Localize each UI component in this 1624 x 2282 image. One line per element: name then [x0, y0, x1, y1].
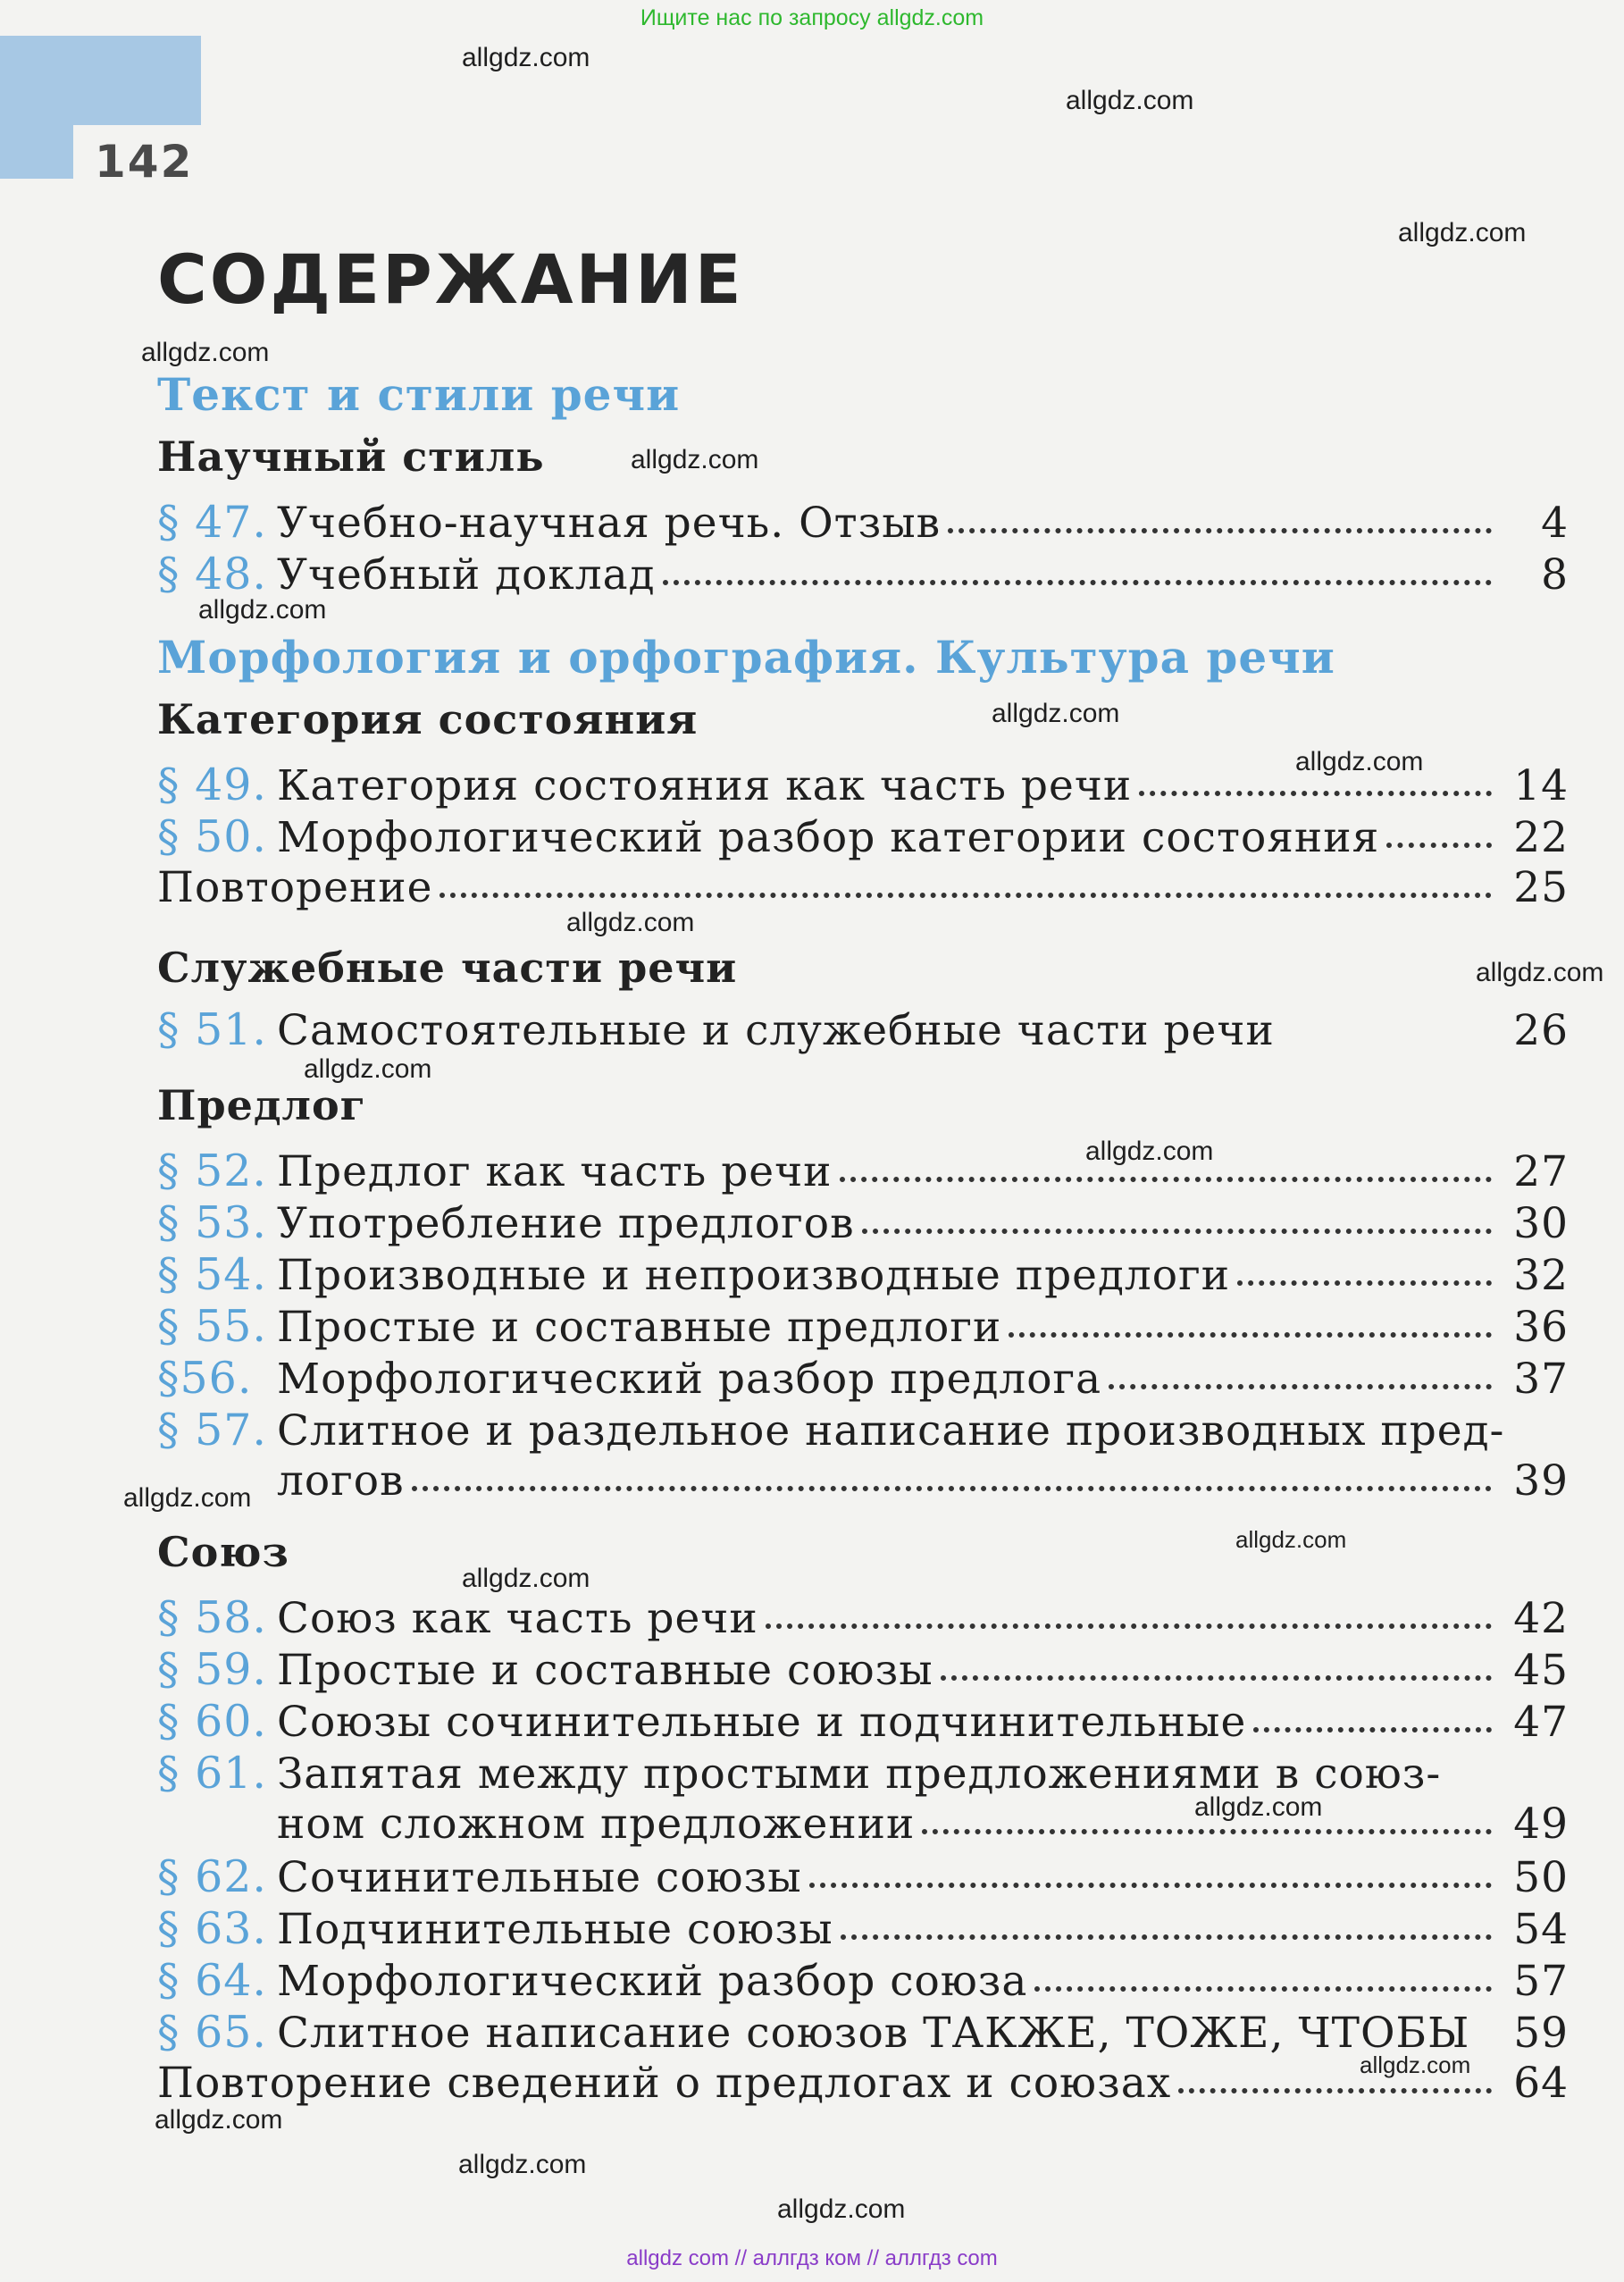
toc-page: 64: [1513, 2059, 1569, 2108]
dot-leader: [1253, 1727, 1492, 1732]
watermark[interactable]: allgdz.com: [141, 338, 270, 367]
toc-number: § 57.: [157, 1405, 268, 1456]
watermark[interactable]: allgdz.com: [462, 43, 590, 72]
toc-text: Слитное и раздельное написание производных пред-: [277, 1406, 1505, 1456]
toc-page: 42: [1513, 1594, 1569, 1643]
toc-text: Подчинительные союзы: [277, 1905, 833, 1954]
dot-leader: [948, 528, 1492, 533]
toc-entry[interactable]: [157, 1851, 1569, 1903]
toc-entry[interactable]: [157, 2007, 1569, 2059]
dot-leader: [1178, 2088, 1492, 2093]
toc-text: Повторение: [157, 863, 433, 912]
toc-entry[interactable]: [157, 1197, 1569, 1249]
watermark[interactable]: allgdz.com: [992, 699, 1120, 728]
toc-page: 57: [1513, 1957, 1569, 2006]
toc-number: § 61.: [157, 1748, 268, 1799]
toc-entry[interactable]: [157, 1301, 1569, 1353]
toc-number: § 63.: [157, 1903, 268, 1954]
dot-leader: [841, 1934, 1492, 1940]
toc-number: § 64.: [157, 1955, 268, 2006]
toc-text: Простые и составные союзы: [277, 1646, 933, 1695]
page-tab-strip: [0, 125, 73, 179]
watermark[interactable]: allgdz.com: [631, 445, 759, 474]
toc-entry-continuation[interactable]: [157, 1800, 1569, 1851]
toc-number: § 60.: [157, 1696, 268, 1747]
toc-text: Категория состояния как часть речи: [277, 761, 1133, 810]
toc-text: ном сложном предложении: [277, 1800, 916, 1849]
page-title: СОДЕРЖАНИЕ: [157, 239, 744, 319]
toc-text: Сочинительные союзы: [277, 1853, 802, 1902]
toc-text: Запятая между простыми предложениями в союз-: [277, 1749, 1442, 1799]
toc-number: § 55.: [157, 1301, 268, 1352]
dot-leader: [1139, 791, 1492, 796]
watermark[interactable]: allgdz.com: [777, 2194, 906, 2224]
dot-leader: [862, 1229, 1492, 1234]
toc-entry[interactable]: [157, 863, 1569, 915]
toc-page: 32: [1513, 1251, 1569, 1300]
toc-entry[interactable]: [157, 1748, 1569, 1800]
toc-text: Морфологический разбор категории состояния: [277, 813, 1380, 862]
watermark[interactable]: allgdz.com: [1085, 1137, 1214, 1166]
toc-entry[interactable]: [157, 1644, 1569, 1696]
toc-number: § 50.: [157, 811, 268, 862]
watermark[interactable]: allgdz.com: [1066, 86, 1194, 115]
watermark[interactable]: allgdz.com: [1295, 747, 1424, 776]
subsection-scientific-style: Научный стиль: [157, 432, 545, 481]
toc-number: § 48.: [157, 549, 268, 600]
toc-text: Морфологический разбор союза: [277, 1957, 1028, 2006]
watermark[interactable]: allgdz.com: [462, 1564, 590, 1593]
toc-number: §56.: [157, 1353, 253, 1404]
subsection-state-category: Категория состояния: [157, 695, 699, 743]
toc-page: 27: [1513, 1147, 1569, 1196]
toc-page: 26: [1513, 1006, 1569, 1055]
watermark[interactable]: allgdz.com: [566, 908, 695, 937]
dot-leader: [941, 1675, 1492, 1681]
dot-leader: [1009, 1332, 1492, 1338]
toc-page: 49: [1513, 1800, 1569, 1849]
dot-leader: [439, 893, 1492, 898]
watermark[interactable]: allgdz.com: [1235, 1526, 1347, 1553]
toc-entry[interactable]: [157, 1696, 1569, 1748]
section-morphology: Морфология и орфография. Культура речи: [157, 631, 1335, 684]
toc-text: Повторение сведений о предлогах и союзах: [157, 2059, 1172, 2108]
page-tab-decoration: [0, 36, 201, 125]
toc-text: Союз как часть речи: [277, 1594, 758, 1643]
toc-page: 45: [1513, 1646, 1569, 1695]
toc-text: Предлог как часть речи: [277, 1147, 833, 1196]
watermark[interactable]: allgdz.com: [1398, 218, 1527, 247]
toc-number: § 47.: [157, 497, 268, 548]
toc-number: § 51.: [157, 1004, 268, 1055]
top-banner[interactable]: Ищите нас по запросу allgdz.com: [640, 5, 984, 30]
toc-text: Употребление предлогов: [277, 1199, 855, 1248]
toc-entry[interactable]: [157, 1145, 1569, 1197]
toc-text: Простые и составные предлоги: [277, 1303, 1002, 1352]
dot-leader: [412, 1486, 1492, 1491]
toc-page: 14: [1513, 761, 1569, 810]
toc-entry[interactable]: [157, 1353, 1569, 1405]
watermark[interactable]: allgdz.com: [458, 2150, 587, 2179]
toc-text: Слитное написание союзов ТАКЖЕ, ТОЖЕ, ЧТОБЫ: [277, 2009, 1470, 2058]
toc-entry[interactable]: [157, 1004, 1569, 1056]
toc-entry[interactable]: [157, 1405, 1569, 1456]
toc-number: § 52.: [157, 1145, 268, 1196]
toc-text: Союзы сочинительные и подчинительные: [277, 1698, 1247, 1747]
dot-leader: [766, 1623, 1492, 1629]
toc-entry[interactable]: [157, 1903, 1569, 1955]
dot-leader: [809, 1883, 1492, 1888]
toc-number: § 49.: [157, 759, 268, 810]
toc-number: § 62.: [157, 1851, 268, 1902]
toc-page: 22: [1513, 813, 1569, 862]
bottom-banner[interactable]: allgdz com // аллгдз ком // аллгдз com: [626, 2246, 998, 2270]
toc-page: 37: [1513, 1355, 1569, 1404]
toc-page: 39: [1513, 1456, 1569, 1506]
toc-number: § 54.: [157, 1249, 268, 1300]
toc-page: 50: [1513, 1853, 1569, 1902]
toc-entry[interactable]: [157, 1592, 1569, 1644]
watermark[interactable]: allgdz.com: [155, 2105, 283, 2135]
toc-page: 47: [1513, 1698, 1569, 1747]
section-text-styles: Текст и стили речи: [157, 368, 681, 421]
subsection-preposition: Предлог: [157, 1081, 366, 1129]
toc-text: Производные и непроизводные предлоги: [277, 1251, 1231, 1300]
toc-page: 59: [1513, 2009, 1569, 2058]
toc-entry[interactable]: [157, 1249, 1569, 1301]
toc-number: § 53.: [157, 1197, 268, 1248]
dot-leader: [840, 1177, 1492, 1182]
dot-leader: [1237, 1280, 1492, 1286]
toc-page: 30: [1513, 1199, 1569, 1248]
toc-entry[interactable]: [157, 811, 1569, 863]
toc-page: 25: [1513, 863, 1569, 912]
toc-page: 8: [1541, 550, 1569, 600]
dot-leader: [922, 1829, 1492, 1834]
toc-entry[interactable]: [157, 1955, 1569, 2007]
dot-leader: [1034, 1986, 1492, 1992]
watermark[interactable]: allgdz.com: [198, 595, 327, 625]
toc-number: § 58.: [157, 1592, 268, 1643]
dot-leader: [1386, 843, 1492, 848]
toc-entry[interactable]: [157, 549, 1569, 600]
toc-text: Учебно-научная речь. Отзыв: [277, 499, 942, 548]
page-number: 142: [95, 136, 194, 188]
toc-number: § 59.: [157, 1644, 268, 1695]
watermark[interactable]: allgdz.com: [123, 1483, 252, 1513]
dot-leader: [1109, 1384, 1492, 1389]
toc-number: § 65.: [157, 2007, 268, 2058]
dot-leader: [663, 580, 1492, 585]
watermark[interactable]: allgdz.com: [1360, 2051, 1471, 2078]
subsection-conjunction: Союз: [157, 1528, 289, 1576]
toc-page: 54: [1513, 1905, 1569, 1954]
watermark[interactable]: allgdz.com: [1476, 958, 1604, 987]
toc-text: Самостоятельные и служебные части речи: [277, 1006, 1275, 1055]
toc-text: логов: [277, 1456, 405, 1506]
toc-entry[interactable]: [157, 497, 1569, 549]
toc-entry[interactable]: [157, 2059, 1569, 2110]
toc-page: 36: [1513, 1303, 1569, 1352]
toc-text: Морфологический разбор предлога: [277, 1355, 1102, 1404]
toc-entry-continuation[interactable]: [157, 1456, 1569, 1508]
toc-page: 4: [1541, 499, 1569, 548]
watermark[interactable]: allgdz.com: [1194, 1792, 1323, 1822]
toc-text: Учебный доклад: [277, 550, 656, 600]
watermark[interactable]: allgdz.com: [304, 1054, 432, 1084]
subsection-service-parts: Служебные части речи: [157, 944, 738, 992]
